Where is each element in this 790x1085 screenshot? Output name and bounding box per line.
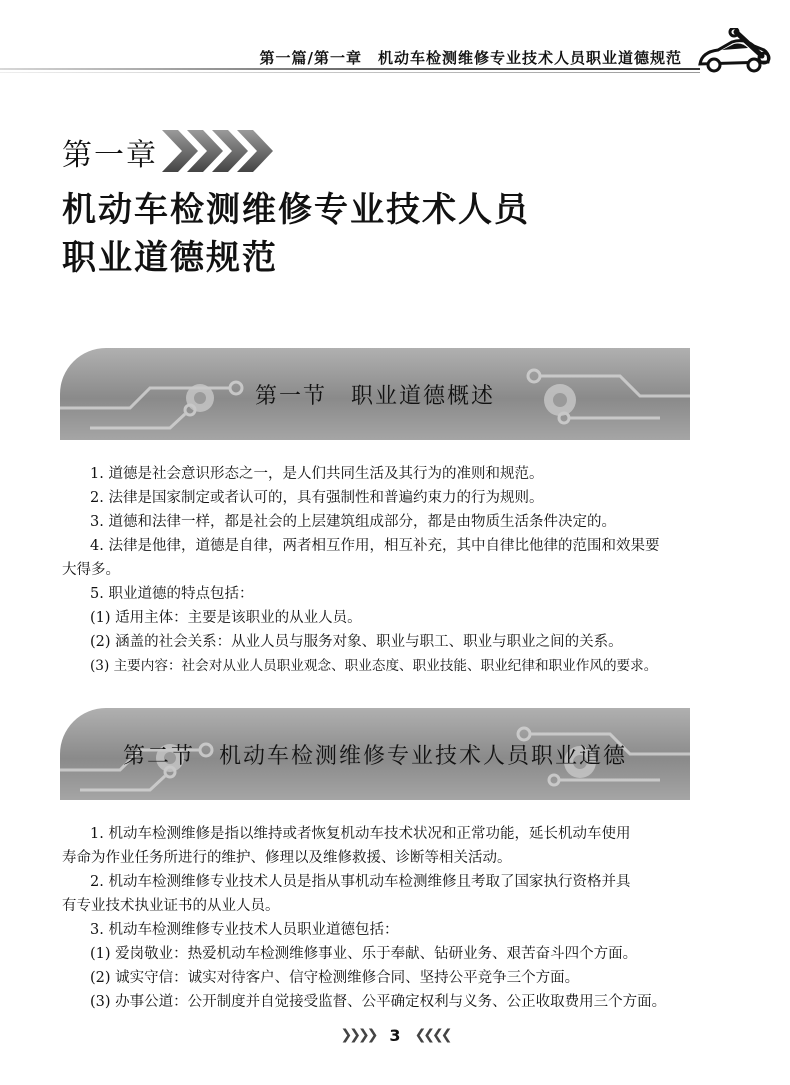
- paragraph: (3) 办事公道：公开制度并自觉接受监督、公平确定权利与义务、公正收取费用三个方面。: [90, 994, 667, 1010]
- running-title: 第一篇/第一章 机动车检测维修专业技术人员职业道德规范: [259, 49, 682, 67]
- section-title-1: 第一节 职业道德概述: [254, 383, 495, 409]
- paragraph: 3. 机动车检测维修专业技术人员职业道德包括：: [90, 922, 399, 938]
- paragraph: (1) 适用主体：主要是该职业的从业人员。: [90, 610, 362, 626]
- section-banner-1: [60, 348, 690, 440]
- header-rule-thin: [0, 72, 700, 73]
- paragraph: 1. 机动车检测维修是指以维持或者恢复机动车技术状况和正常功能，延长机动车使用: [90, 826, 631, 842]
- chapter-label: 第一章: [62, 138, 158, 173]
- chapter-title: [62, 186, 530, 282]
- paragraph: (2) 涵盖的社会关系：从业人员与服务对象、职业与职工、职业与职业之间的关系。: [90, 634, 623, 650]
- chapter-title-line2: 职业道德规范: [62, 238, 278, 278]
- paragraph: (2) 诚实守信：诚实对待客户、信守检测维修合同、坚持公平竞争三个方面。: [90, 970, 580, 986]
- paragraph: (3) 主要内容：社会对从业人员职业观念、职业态度、职业技能、职业纪律和职业作风的要求。: [90, 658, 658, 674]
- paragraph-continuation: 寿命为作业任务所进行的维护、修理以及维修救援、诊断等相关活动。: [62, 850, 512, 866]
- chapter-title-line1: 机动车检测维修专业技术人员: [62, 190, 530, 230]
- running-header: [0, 0, 790, 80]
- paragraph: 1. 道德是社会意识形态之一，是人们共同生活及其行为的准则和规范。: [90, 466, 544, 482]
- chevron-left-icon: ❮❮❮❮: [414, 1027, 450, 1043]
- page-footer: [0, 1022, 790, 1048]
- section-banner-2: [60, 708, 690, 800]
- section-title-2: 第二节 机动车检测维修专业技术人员职业道德: [122, 743, 627, 769]
- chevron-arrows-icon: [160, 126, 290, 176]
- paragraph-continuation: 大得多。: [62, 562, 120, 578]
- section-2-body: [62, 822, 690, 1014]
- paragraph: 4. 法律是他律，道德是自律，两者相互作用，相互补充，其中自律比他律的范围和效果要: [90, 538, 660, 554]
- chevron-right-icon: ❯❯❯❯: [340, 1027, 376, 1043]
- car-wrench-logo-icon: [692, 28, 772, 78]
- section-1-body: [62, 462, 690, 678]
- paragraph: (1) 爱岗敬业：热爱机动车检测维修事业、乐于奉献、钻研业务、艰苦奋斗四个方面。: [90, 946, 638, 962]
- paragraph: 2. 法律是国家制定或者认可的，具有强制性和普遍约束力的行为规则。: [90, 490, 544, 506]
- page-number: 3: [389, 1025, 401, 1045]
- paragraph-continuation: 有专业技术执业证书的从业人员。: [62, 898, 280, 914]
- paragraph: 2. 机动车检测维修专业技术人员是指从事机动车检测维修且考取了国家执行资格并具: [90, 874, 631, 890]
- paragraph: 5. 职业道德的特点包括：: [90, 586, 254, 602]
- paragraph: 3. 道德和法律一样，都是社会的上层建筑组成部分，都是由物质生活条件决定的。: [90, 514, 616, 530]
- header-rule: [0, 68, 700, 70]
